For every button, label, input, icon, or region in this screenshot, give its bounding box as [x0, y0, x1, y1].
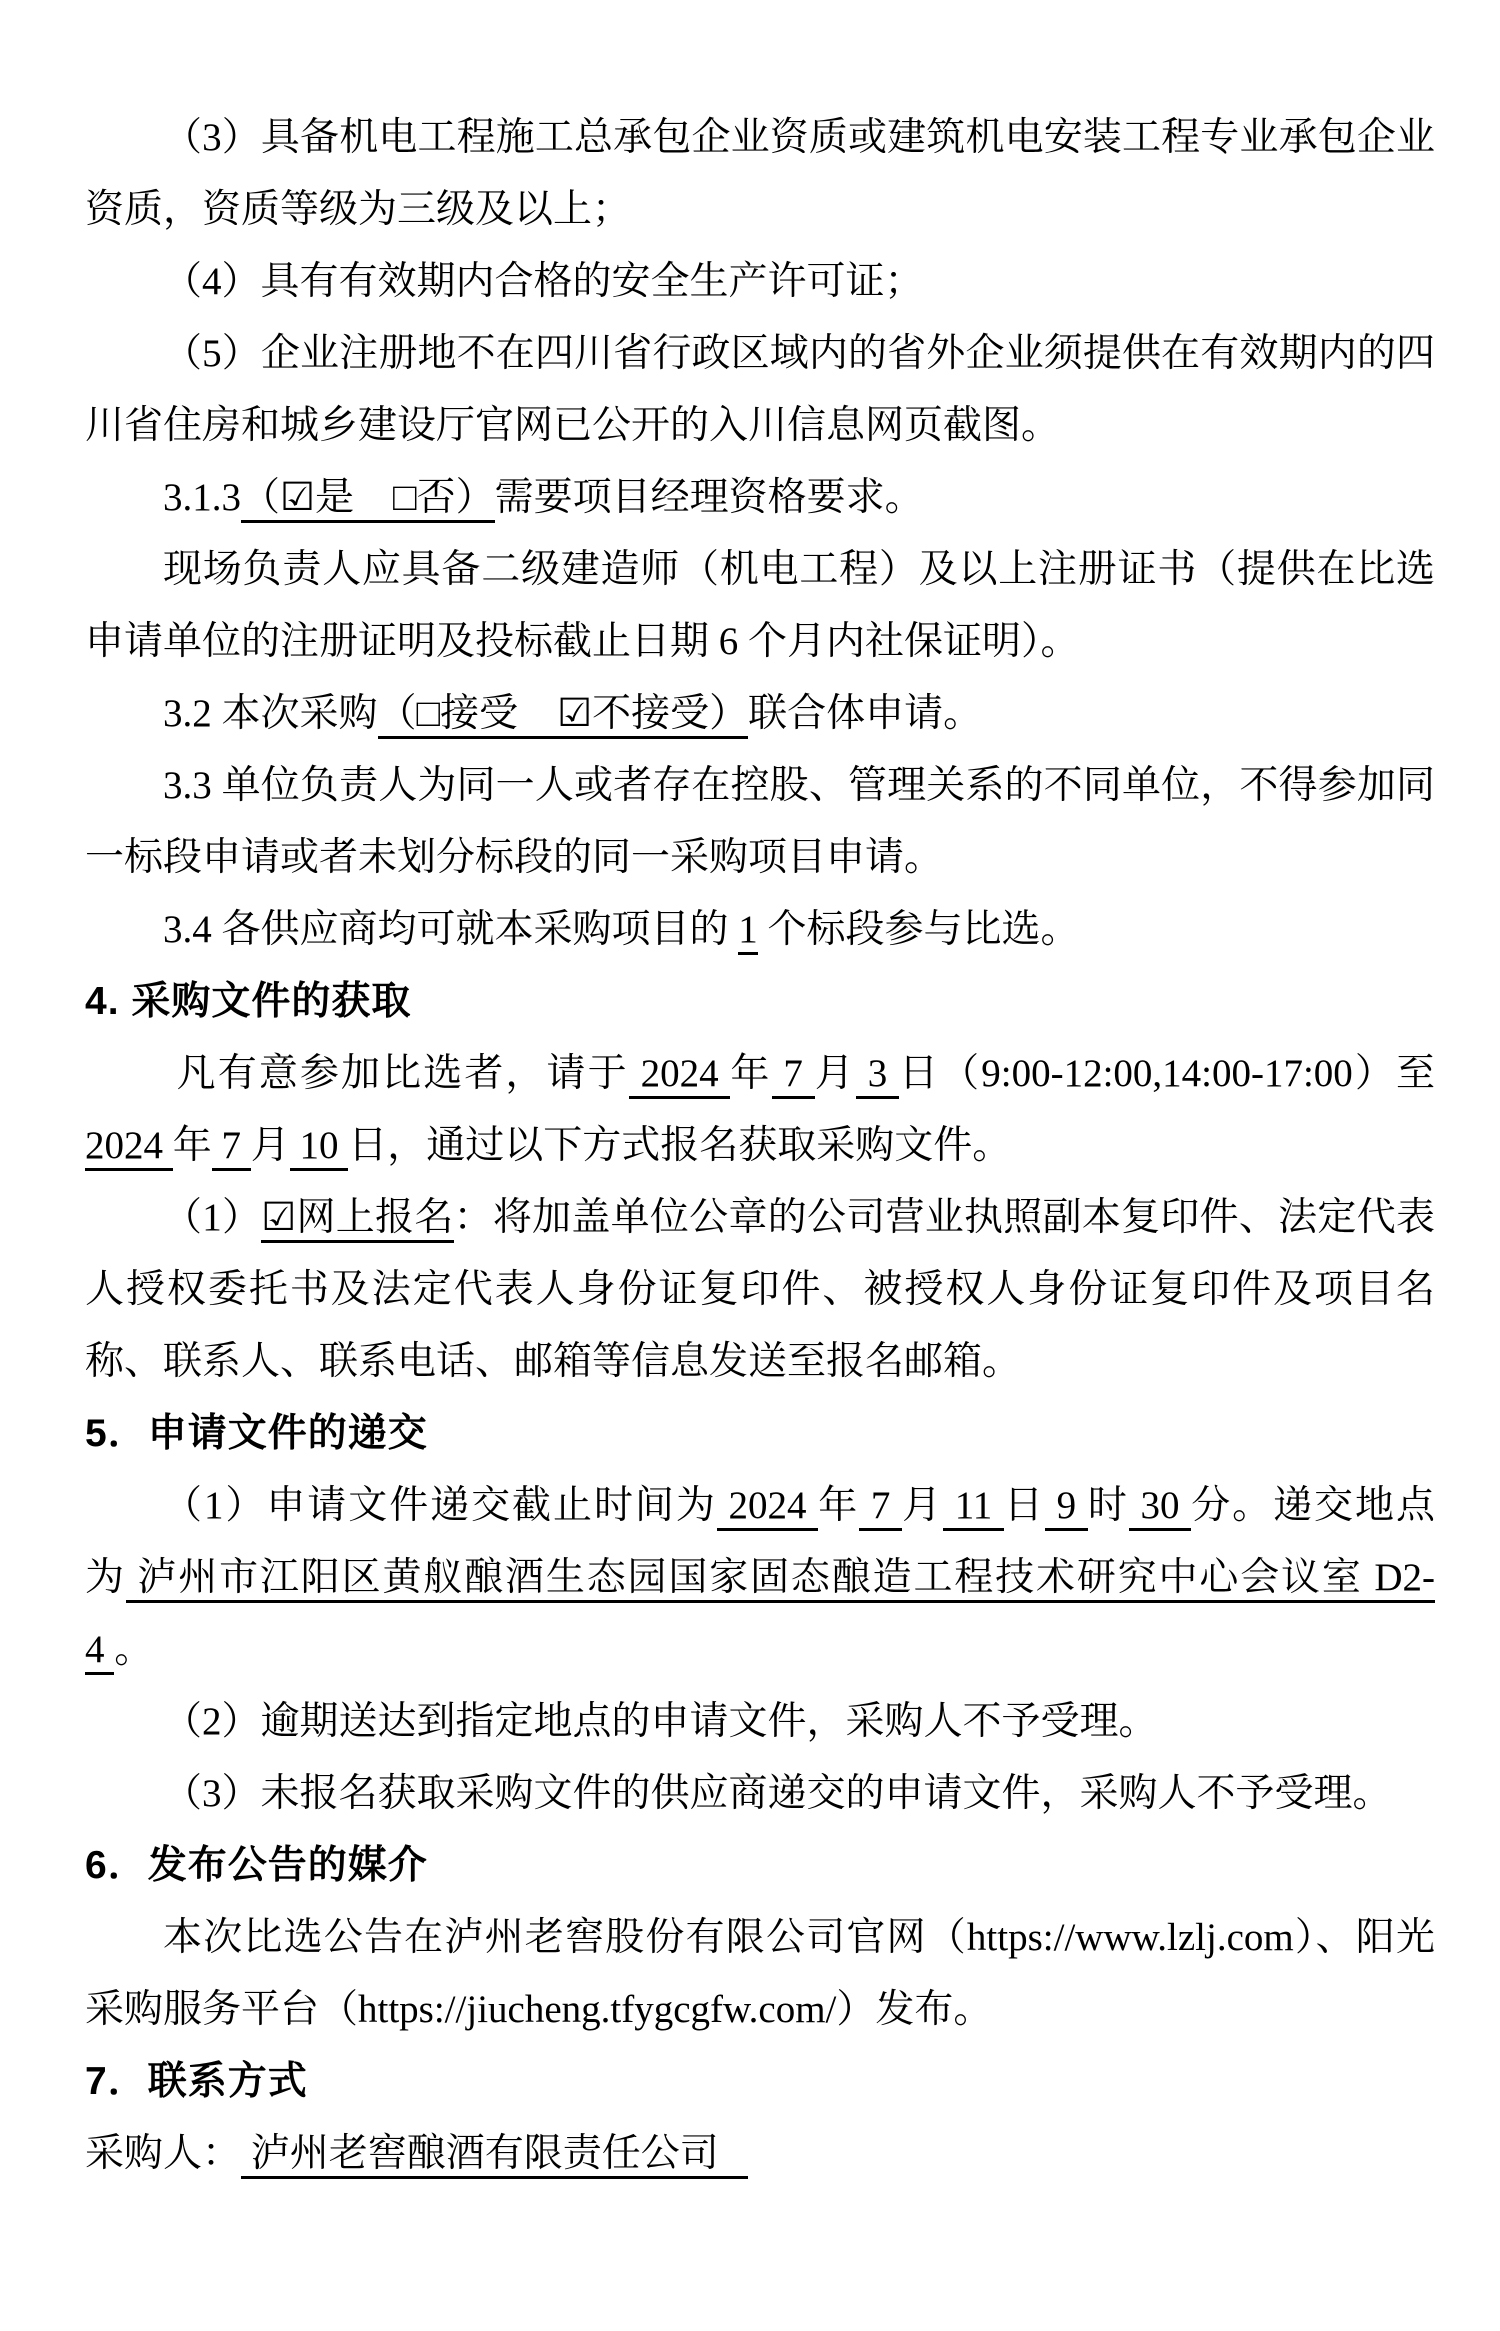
- document-body: [85, 102, 1435, 2190]
- underlined-blank-value: 2024: [85, 1124, 173, 1171]
- text-segment: 5．申请文件的递交: [85, 1412, 428, 1455]
- paragraph: [85, 1470, 1435, 1686]
- checkbox-checked-icon: ☑: [261, 1196, 296, 1243]
- paragraph: [85, 1182, 1435, 1398]
- paragraph: [85, 462, 1435, 534]
- text-segment: 日，通过以下方式报名获取采购文件。: [348, 1124, 1012, 1167]
- text-segment: 4. 采购文件的获取: [85, 980, 412, 1023]
- paragraph: [85, 1686, 1435, 1758]
- text-segment: 个标段参与比选。: [757, 908, 1080, 951]
- underlined-blank-value: 3: [856, 1052, 899, 1099]
- paragraph: [85, 1038, 1435, 1182]
- underlined-blank-value: 1: [738, 908, 758, 955]
- text-segment: 6．发布公告的媒介: [85, 1844, 428, 1887]
- text-segment: 日: [1003, 1484, 1045, 1527]
- checkbox-checked-icon: ☑: [280, 476, 315, 523]
- paragraph: [85, 750, 1435, 894]
- underlined-blank-value: 2024: [629, 1052, 731, 1099]
- underlined-blank-value: 7: [212, 1124, 251, 1171]
- text-segment: （1）申请文件递交截止时间为: [163, 1484, 717, 1527]
- underlined-blank-value: （: [378, 692, 417, 739]
- text-segment: ：将加盖单位公章的公司营业执照副本复印件、法定代表人授权委托书及法定代表人身份证复印件、被授权人身份证复印件及项目名称、联系人、联系电话、邮箱等信息发送至报名邮箱。: [85, 1196, 1435, 1383]
- paragraph: [85, 1758, 1435, 1830]
- paragraph: [85, 246, 1435, 318]
- paragraph: [85, 534, 1435, 678]
- paragraph: [85, 102, 1435, 246]
- checkbox-checked-icon: ☑: [557, 692, 592, 739]
- text-segment: 本次比选公告在泸州老窖股份有限公司官网（https://www.lzlj.com）、阳光采购服务平台（https://jiucheng.tfygcgfw.com/）发布。: [85, 1916, 1435, 2031]
- underlined-blank-value: （: [241, 476, 280, 523]
- text-segment: 联合体申请。: [748, 692, 983, 735]
- underlined-blank-value: 否）: [417, 476, 495, 523]
- text-segment: 3.2 本次采购: [163, 692, 378, 735]
- underlined-blank-value: 7: [859, 1484, 902, 1531]
- text-segment: 年: [818, 1484, 860, 1527]
- section-heading: [85, 1830, 1435, 1902]
- text-segment: （3）未报名获取采购文件的供应商递交的申请文件，采购人不予受理。: [163, 1772, 1392, 1815]
- text-segment: 需要项目经理资格要求。: [494, 476, 924, 519]
- section-heading: [85, 966, 1435, 1038]
- text-segment: 分。递交地点为: [85, 1484, 1435, 1599]
- underlined-blank-value: 11: [943, 1484, 1004, 1531]
- text-segment: 年: [730, 1052, 772, 1095]
- text-segment: 采购人：: [85, 2132, 242, 2175]
- checkbox-empty-icon: □: [393, 476, 417, 523]
- underlined-blank-value: 30: [1129, 1484, 1191, 1531]
- paragraph: [85, 1902, 1435, 2046]
- underlined-blank-value: 2024: [717, 1484, 818, 1531]
- section-heading: [85, 2046, 1435, 2118]
- text-segment: （2）逾期送达到指定地点的申请文件，采购人不予受理。: [163, 1700, 1158, 1743]
- checkbox-empty-icon: □: [417, 692, 441, 739]
- text-segment: （4）具有有效期内合格的安全生产许可证；: [163, 260, 924, 303]
- text-segment: 月: [814, 1052, 856, 1095]
- underlined-blank-value: 泸州老窖酿酒有限责任公司: [241, 2132, 748, 2179]
- text-segment: 3.1.3: [163, 476, 241, 519]
- text-segment: 月: [902, 1484, 944, 1527]
- underlined-blank-value: 网上报名: [296, 1196, 453, 1243]
- text-segment: （3）具备机电工程施工总承包企业资质或建筑机电安装工程专业承包企业资质，资质等级为三级及以上；: [85, 116, 1435, 231]
- text-segment: 现场负责人应具备二级建造师（机电工程）及以上注册证书（提供在比选申请单位的注册证明及投标截止日期 6 个月内社保证明）。: [85, 548, 1435, 663]
- text-segment: 时: [1087, 1484, 1129, 1527]
- text-segment: 凡有意参加比选者，请于: [176, 1052, 629, 1095]
- text-segment: 7．联系方式: [85, 2060, 308, 2103]
- text-segment: 月: [250, 1124, 290, 1167]
- text-segment: 年: [172, 1124, 212, 1167]
- underlined-blank-value: 接受: [440, 692, 557, 739]
- underlined-blank-value: 10: [290, 1124, 349, 1171]
- paragraph: [85, 2118, 1435, 2190]
- paragraph: [85, 318, 1435, 462]
- text-segment: （1）: [163, 1196, 262, 1239]
- underlined-blank-value: 是: [315, 476, 393, 523]
- section-heading: [85, 1398, 1435, 1470]
- paragraph: [85, 894, 1435, 966]
- paragraph: [85, 678, 1435, 750]
- text-segment: 。: [114, 1628, 154, 1671]
- text-segment: 3.4 各供应商均可就本采购项目的: [163, 908, 739, 951]
- text-segment: 日（9:00-12:00,14:00-17:00）至: [899, 1052, 1436, 1095]
- text-segment: 3.3 单位负责人为同一人或者存在控股、管理关系的不同单位，不得参加同一标段申请或者未划分标段的同一采购项目申请。: [85, 764, 1435, 879]
- underlined-blank-value: 不接受）: [592, 692, 748, 739]
- underlined-blank-value: 9: [1045, 1484, 1088, 1531]
- text-segment: （5）企业注册地不在四川省行政区域内的省外企业须提供在有效期内的四川省住房和城乡建设厅官网已公开的入川信息网页截图。: [85, 332, 1435, 447]
- underlined-blank-value: 7: [772, 1052, 815, 1099]
- underlined-blank-value: 泸州市江阳区黄舣酿酒生态园国家固态酿造工程技术研究中心会议室 D2-4: [85, 1556, 1435, 1675]
